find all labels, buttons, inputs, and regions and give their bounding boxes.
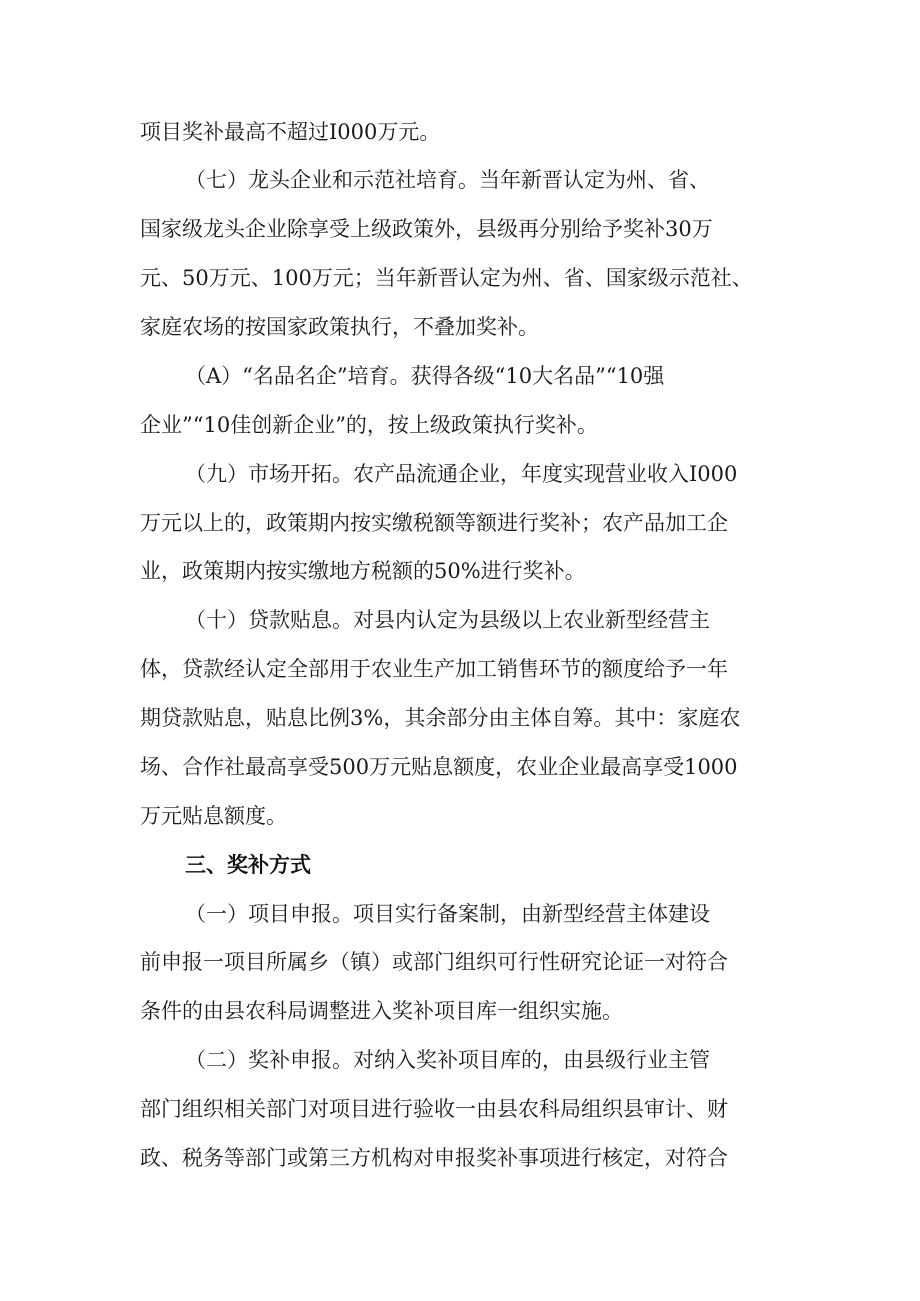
paragraph-9-first-line: （九）市场开拓。农产品流通企业，年度实现营业收入I000: [185, 462, 738, 486]
sub-item-2-first-line: （二）奖补申报。对纳入奖补项目库的，由县级行业主管: [185, 1048, 710, 1072]
paragraph-10-first-line: （十）贷款贴息。对县内认定为县级以上农业新型经营主: [185, 608, 710, 632]
text-line: 场、合作社最高享受500万元贴息额度，农业企业最高享受1000: [140, 755, 738, 779]
text-line: 条件的由县农科局调整进入奖补项目库一组织实施。: [140, 999, 623, 1023]
text-line: 项目奖补最高不超过I000万元。: [140, 120, 441, 144]
text-line: 政、税务等部门或第三方机构对申报奖补事项进行核定，对符合: [140, 1146, 728, 1170]
section-heading: 三、奖补方式: [185, 853, 311, 877]
text-line: 企业”“10佳创新企业”的，按上级政策执行奖补。: [140, 413, 598, 437]
text-line: 元、50万元、100万元；当年新晋认定为州、省、国家级示范社、: [140, 266, 753, 290]
text-line: 万元以上的，政策期内按实缴税额等额进行奖补；农产品加工企: [140, 511, 728, 535]
paragraph-8-first-line: （A）“名品名企”培育。获得各级“10大名品”“10强: [185, 364, 665, 388]
text-line: 期贷款贴息，贴息比例3%，其余部分由主体自筹。其中：家庭农: [140, 706, 741, 730]
text-line: 业，政策期内按实缴地方税额的50%进行奖补。: [140, 559, 586, 583]
text-line: 体，贷款经认定全部用于农业生产加工销售环节的额度给予一年: [140, 657, 728, 681]
text-line: 万元贴息额度。: [140, 804, 287, 828]
text-line: 家庭农场的按国家政策执行，不叠加奖补。: [140, 315, 539, 339]
sub-item-1-first-line: （一）项目申报。项目实行备案制，由新型经营主体建设: [185, 902, 710, 926]
text-line: 前申报一项目所属乡（镇）或部门组织可行性研究论证一对符合: [140, 950, 728, 974]
paragraph-7-first-line: （七）龙头企业和示范社培育。当年新晋认定为州、省、: [185, 168, 710, 192]
text-line: 国家级龙头企业除享受上级政策外，县级再分别给予奖补30万: [140, 217, 713, 241]
text-line: 部门组织相关部门对项目进行验收一由县农科局组织县审计、财: [140, 1097, 728, 1121]
